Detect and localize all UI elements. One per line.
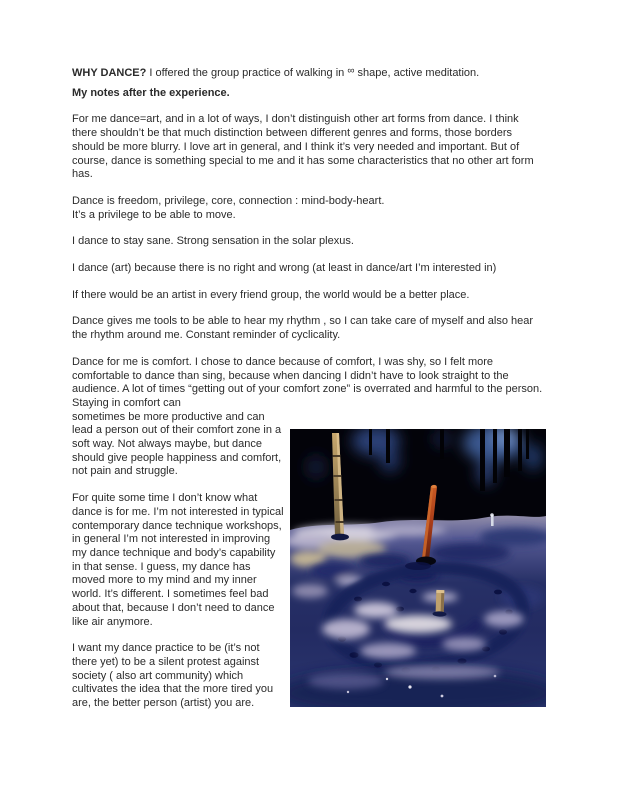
paragraph-9: I want my dance practice to be (it’s not there yet) to be a silent protest against society ( also art community) which cultivates the idea that the more tired you are, the better person (artist) you are. xyxy=(72,642,274,710)
paragraph-2-line-1: Dance is freedom, privilege, core, connection : mind-body-heart. xyxy=(72,194,385,207)
heading-normal-text-b: shape, active meditation. xyxy=(354,67,480,79)
heading-bold-text: WHY DANCE? xyxy=(72,67,147,79)
paragraph-4: I dance (art) because there is no right and wrong (at least in dance/art I’m interested in) xyxy=(72,262,497,275)
paragraph-7-full-width: Dance for me is comfort. I chose to dance because of comfort, I was shy, so I felt more comfortable to dance than sing, because when dancing I didn’t have to look straight to the audience. A lot of times “getting out of your comfort zone” is overrated and harmful to the person. Staying in comfort can xyxy=(72,355,543,409)
paragraph-6: Dance gives me tools to be able to hear my rhythm , so I can take care of myself and also hear the rhythm around me. Constant reminder of cyclicality. xyxy=(72,315,534,342)
text-image-wrap-section xyxy=(72,411,546,711)
infinity-symbol: ∞ xyxy=(347,65,355,77)
paragraph-1: For me dance=art, and in a lot of ways, I don’t distinguish other art forms from dance. I think there shouldn’t be that much distinction between different genres and forms, those borders should be more blurry. I love art in general, and I think it’s very needed and important. But of course, dance is something special to me and it has some characteristics that no other art form has. xyxy=(72,113,534,181)
paragraph-2 xyxy=(72,195,546,222)
heading-line-1 xyxy=(72,67,546,81)
heading-line-2: My notes after the experience. xyxy=(72,86,230,99)
paragraph-5: If there would be an artist in every friend group, the world would be a better place. xyxy=(72,288,470,301)
heading-normal-text-a: I offered the group practice of walking in xyxy=(146,67,348,79)
image-column xyxy=(290,411,546,711)
paragraph-7-continued: sometimes be more productive and can lead a person out of their comfort zone in a soft way. Not always maybe, but dance should give people happiness and comfort, not pain and struggle. xyxy=(72,410,282,478)
paragraph-3: I dance to stay sane. Strong sensation in the solar plexus. xyxy=(72,235,354,248)
snow-spiral-photo xyxy=(290,429,546,707)
wrapped-text-column xyxy=(72,411,285,711)
paragraph-8: For quite some time I don’t know what dance is for me. I’m not interested in typical contemporary dance technique workshops, in general I’m not interested in improving my dance technique and body’s capability in that sense. I guess, my dance has moved more to my mind and my inner world. It’s different. I sometimes feel bad about that, because I don’t need to dance like air anymore. xyxy=(72,492,284,628)
paragraph-2-line-2: It’s a privilege to be able to move. xyxy=(72,208,236,221)
